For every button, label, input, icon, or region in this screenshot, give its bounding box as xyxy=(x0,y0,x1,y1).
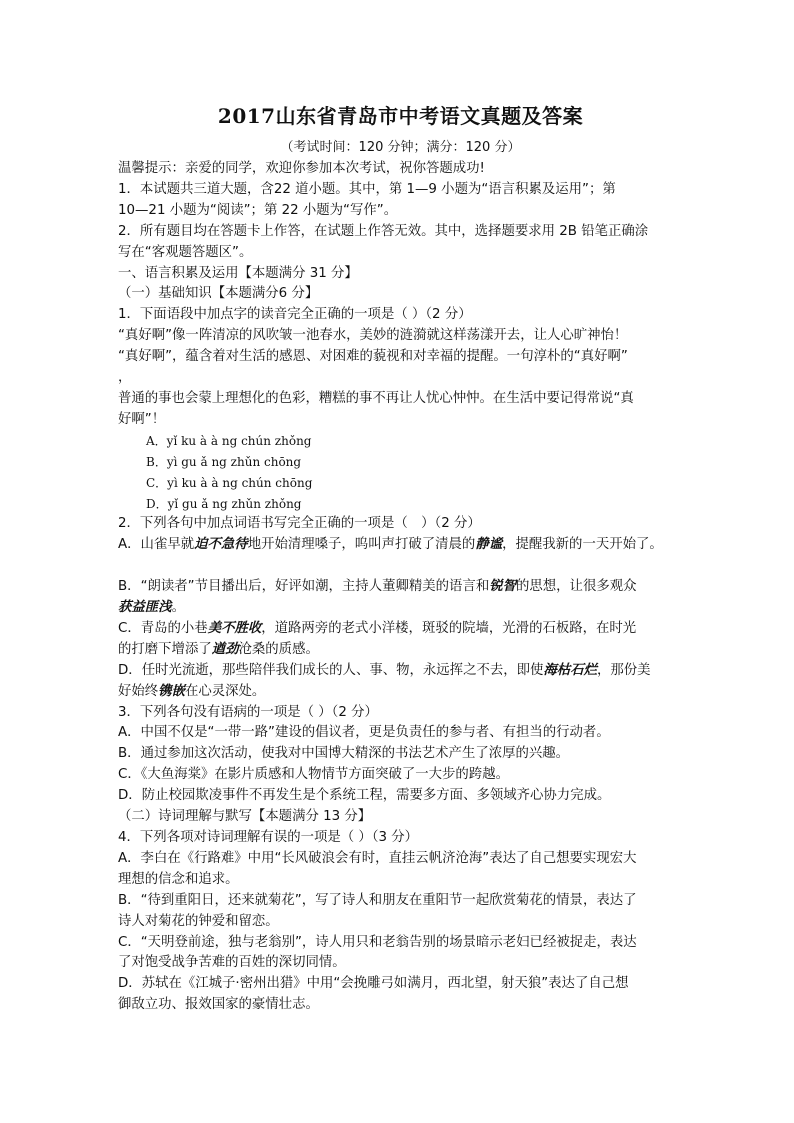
question-stem: 1．下面语段中加点字的读音完全正确的一项是（ ）（2 分） xyxy=(118,307,472,323)
subsection-heading: （二）诗词理解与默写【本题满分 13 分】 xyxy=(118,809,372,825)
option-a: A．中国不仅是“一带一路”建设的倡议者，更是负责任的参与者、有担当的行动者。 xyxy=(118,725,610,741)
exam-page xyxy=(118,100,683,1016)
text-segment: C．青岛的小巷 xyxy=(118,620,208,636)
text-line xyxy=(118,598,683,619)
text-segment: 在心灵深处。 xyxy=(184,683,266,699)
text-segment: 沧桑的质感。 xyxy=(238,641,319,657)
text-line xyxy=(118,640,683,661)
question-stem: 3．下列各句没有语病的一项是（ ）（2 分） xyxy=(118,704,378,720)
option-c xyxy=(118,619,683,640)
question-stem: 4．下列各项对诗词理解有误的一项是（ ）（3 分） xyxy=(118,830,419,845)
text-segment: ，提醒我新的一天开始了。 xyxy=(502,537,663,553)
text-line: 写在“客观题答题区”。 xyxy=(118,244,253,260)
text-segment: ，那份美 xyxy=(596,662,651,678)
document-title: 2017山东省青岛市中考语文真题及答案 xyxy=(217,104,584,128)
text-line: 2．所有题目均在答题卡上作答，在试题上作答无效。其中，选择题要求用 2B 铅笔正确涂 xyxy=(118,223,649,239)
dotted-word: 迫不急待 xyxy=(194,537,248,553)
option-d: D．苏轼在《江城子·密州出猎》中用“会挽雕弓如满月，西北望，射天狼”表达了自己想 xyxy=(118,976,629,992)
option-d xyxy=(118,661,683,682)
subsection-heading: （一）基础知识【本题满分6 分】 xyxy=(118,286,319,302)
text-line: 御敌立功、报效国家的豪情壮志。 xyxy=(118,997,319,1013)
text-line: 理想的信念和追求。 xyxy=(118,871,239,887)
option-c: C．yì ku à à ng chún chōng xyxy=(146,475,313,490)
dotted-word: 美不胜收 xyxy=(207,620,262,636)
text-line: 温馨提示：亲爱的同学，欢迎你参加本次考试，祝你答题成功! xyxy=(118,161,485,176)
text-line: 普通的事也会蒙上理想化的色彩，糟糕的事不再让人忧心忡忡。在生活中要记得常说“真 xyxy=(118,390,634,406)
text-segment: B．“朗读者”节目播出后，好评如潮，主持人董卿精美的语言和 xyxy=(118,579,490,595)
text-segment: D．任时光流逝，那些陪伴我们成长的人、事、物，永远挥之不去，即使 xyxy=(118,662,544,678)
text-segment: 好始终 xyxy=(118,683,159,699)
option-a: A．yǐ ku à à ng chún zhǒng xyxy=(146,433,312,448)
text-line: “真好啊”，蕴含着对生活的感恩、对困难的藐视和对幸福的提醒。一句淳朴的“真好啊” xyxy=(118,349,628,365)
text-line: 诗人对菊花的钟爱和留恋。 xyxy=(118,913,279,929)
option-b xyxy=(118,577,683,598)
text-segment: 的打磨下增添了 xyxy=(118,641,212,657)
option-c: C．“天明登前途，独与老翁别”，诗人用只和老翁告别的场景暗示老妇已经被捉走，表达 xyxy=(118,934,637,950)
text-segment: 的思想，让很多观众 xyxy=(516,579,637,595)
option-a: A．李白在《行路难》中用“长风破浪会有时，直挂云帆济沧海”表达了自己想要实现宏大 xyxy=(118,850,637,866)
text-segment: A．山雀早就 xyxy=(118,537,195,553)
section-heading: 一、语言积累及运用【本题满分 31 分】 xyxy=(118,265,358,281)
text-line: 10—21 小题为“阅读”；第 22 小题为“写作”。 xyxy=(118,202,398,218)
option-b: B．通过参加这次活动，使我对中国博大精深的书法艺术产生了浓厚的兴趣。 xyxy=(118,746,570,762)
dotted-word: 静谧 xyxy=(475,537,503,553)
option-b: B．yì gu ǎ ng zhǔn chōng xyxy=(146,454,302,469)
text-line: “真好啊”像一阵清凉的风吹皱一池春水，美妙的涟漪就这样荡漾开去，让人心旷神怡！ xyxy=(118,328,628,344)
text-line: 1．本试题共三道大题，含22 道小题。其中，第 1—9 小题为“语言积累及运用”；第 xyxy=(118,181,616,197)
option-c: C．《大鱼海棠》在影片质感和人物情节方面突破了一大步的跨越。 xyxy=(118,767,509,783)
dotted-word: 海枯石烂 xyxy=(543,662,597,678)
text-line: 好啊”！ xyxy=(118,411,166,427)
question-stem: 2．下列各句中加点词语书写完全正确的一项是（ ）（2 分） xyxy=(118,516,481,532)
dotted-word: 镌嵌 xyxy=(158,683,185,699)
text-line: 了对饱受战争苦难的百姓的深切同情。 xyxy=(118,955,346,971)
dotted-word: 遒劲 xyxy=(211,641,239,657)
blank-line xyxy=(118,556,683,577)
exam-info: （考试时间：120 分钟；满分：120 分） xyxy=(280,140,521,155)
option-a xyxy=(118,535,683,556)
option-d: D．yǐ gu ǎ ng zhǔn zhǒng xyxy=(146,496,302,511)
text-line xyxy=(118,682,683,703)
dotted-word: 锐智 xyxy=(489,579,516,595)
option-d: D．防止校园欺凌事件不再发生是个系统工程，需要多方面、多领域齐心协力完成。 xyxy=(118,788,611,804)
dotted-word: 获益匪浅 xyxy=(118,600,172,616)
text-segment: 地开始清理嗓子，呜叫声打破了清晨的 xyxy=(247,537,476,553)
text-segment: ，道路两旁的老式小洋楼，斑驳的院墙，光滑的石板路，在时光 xyxy=(261,620,637,636)
text-line: ， xyxy=(118,370,132,386)
option-b: B．“待到重阳日，还来就菊花”，写了诗人和朋友在重阳节一起欣赏菊花的情景，表达了 xyxy=(118,892,637,908)
text-segment: 。 xyxy=(171,600,185,616)
